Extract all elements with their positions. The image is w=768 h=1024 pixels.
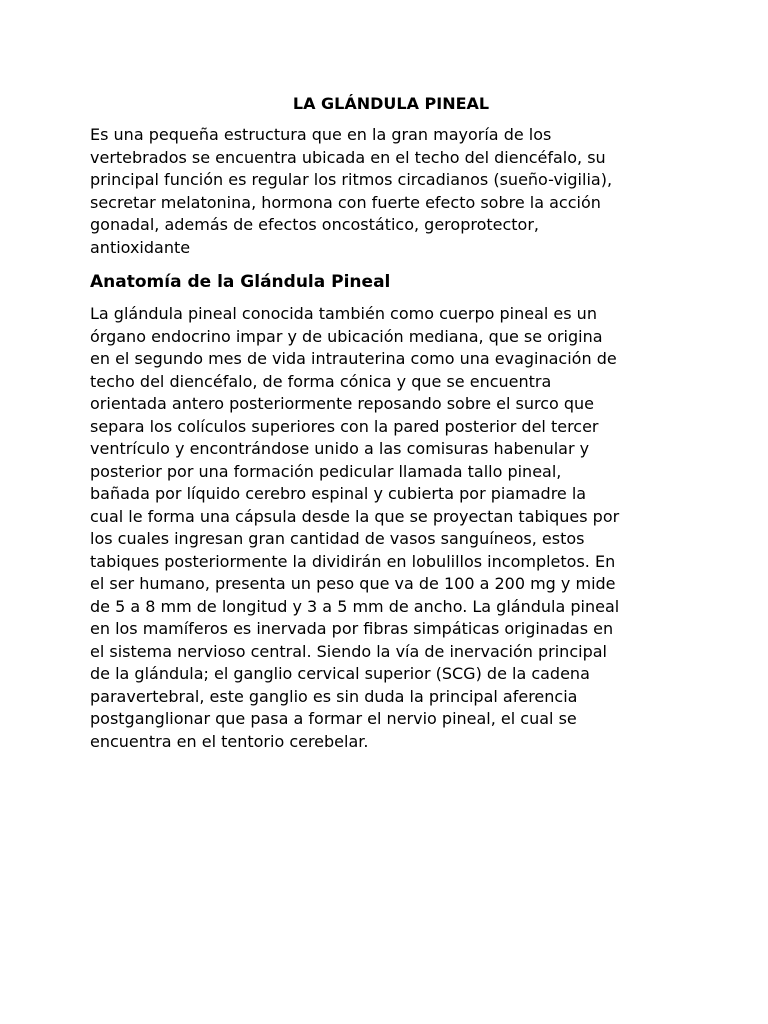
body-line: tabiques posteriormente la dividirán en lobulillos incompletos. En — [90, 551, 616, 571]
intro-line: vertebrados se encuentra ubicada en el techo del diencéfalo, su — [90, 147, 606, 167]
body-line: paravertebral, este ganglio es sin duda la principal aferencia — [90, 686, 578, 706]
body-line: orientada antero posteriormente reposando sobre el surco que — [90, 394, 595, 413]
intro-line: gonadal, además de efectos oncostático, geroprotector, — [90, 215, 540, 234]
intro-line: secretar melatonina, hormona con fuerte efecto sobre la acción — [90, 192, 601, 212]
body-line: bañada por líquido cerebro espinal y cubierta por piamadre la — [90, 484, 587, 503]
body-line: La glándula pineal conocida también como cuerpo pineal es un — [90, 304, 597, 323]
body-line: cual le forma una cápsula desde la que se proyectan tabiques por — [90, 506, 620, 526]
document-title: LA GLÁNDULA PINEAL — [292, 94, 490, 113]
body-line: techo del diencéfalo, de forma cónica y que se encuentra — [90, 371, 552, 391]
body-line: postganglionar que pasa a formar el nervio pineal, el cual se — [90, 709, 577, 728]
body-line: órgano endocrino impar y de ubicación mediana, que se origina — [90, 326, 603, 346]
body-line: el sistema nervioso central. Siendo la vía de inervación principal — [90, 641, 607, 661]
body-line: de la glándula; el ganglio cervical superior (SCG) de la cadena — [90, 664, 590, 683]
body-line: en los mamíferos es inervada por fibras simpáticas originadas en — [90, 619, 614, 638]
body-line: los cuales ingresan gran cantidad de vasos sanguíneos, estos — [90, 529, 585, 548]
body-line: en el segundo mes de vida intrauterina como una evaginación de — [90, 349, 617, 368]
body-line: encuentra en el tentorio cerebelar. — [90, 731, 369, 751]
intro-line: Es una pequeña estructura que en la gran mayoría de los — [90, 125, 552, 144]
intro-line: antioxidante — [90, 237, 191, 257]
anatomy-paragraph — [90, 303, 680, 753]
body-line: el ser humano, presenta un peso que va de 100 a 200 mg y mide — [90, 574, 616, 593]
intro-paragraph — [90, 124, 680, 259]
body-line: de 5 a 8 mm de longitud y 3 a 5 mm de ancho. La glándula pineal — [90, 596, 620, 616]
intro-line: principal función es regular los ritmos circadianos (sueño-vigilia), — [90, 170, 613, 189]
section-heading: Anatomía de la Glándula Pineal — [90, 272, 391, 292]
body-line: ventrículo y encontrándose unido a las comisuras habenular y — [90, 439, 590, 458]
body-line: posterior por una formación pedicular llamada tallo pineal, — [90, 461, 562, 481]
body-line: separa los colículos superiores con la pared posterior del tercer — [90, 416, 599, 436]
document-content — [90, 93, 680, 753]
